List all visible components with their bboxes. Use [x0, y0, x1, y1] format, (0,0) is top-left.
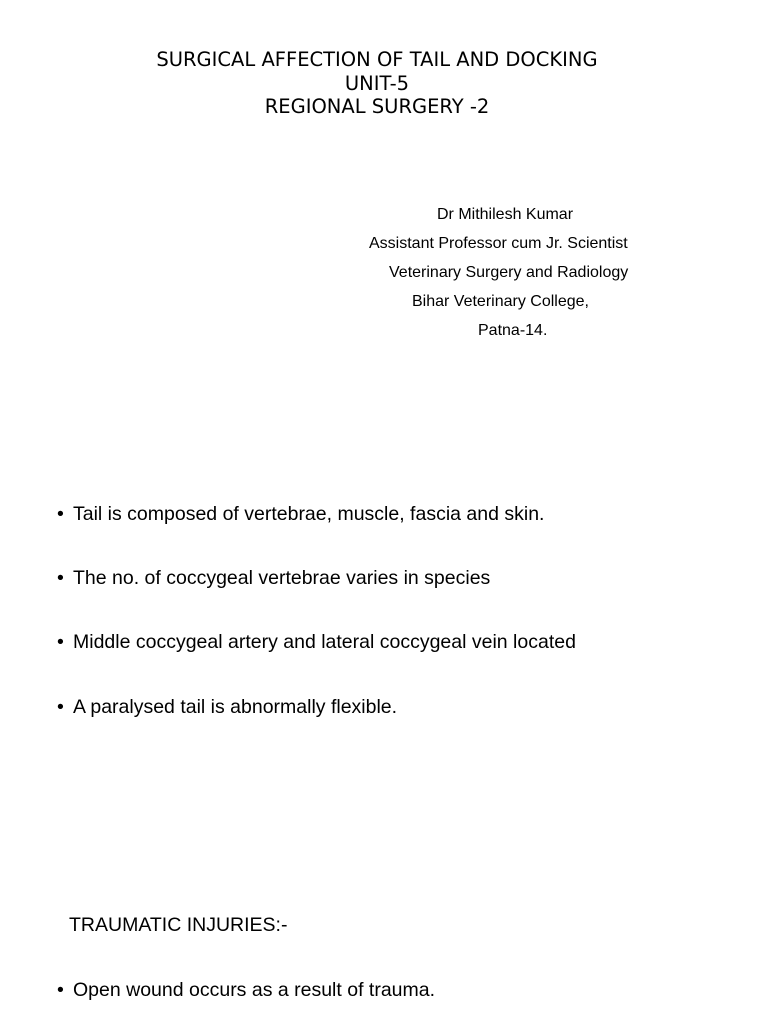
- author-department: Veterinary Surgery and Radiology: [389, 264, 629, 281]
- section-heading: TRAUMATIC INJURIES:-: [69, 914, 288, 936]
- title-line-2: UNIT-5: [344, 71, 410, 95]
- list-item-text: Tail is composed of vertebrae, muscle, fascia and skin.: [73, 503, 545, 525]
- bullet-icon: •: [57, 979, 64, 1001]
- list-item: [57, 695, 397, 719]
- bullet-icon: •: [57, 696, 64, 718]
- bullet-icon: •: [57, 567, 64, 589]
- title-line-1: SURGICAL AFFECTION OF TAIL AND DOCKING: [156, 48, 598, 71]
- list-item: [57, 502, 544, 526]
- list-item-text: Open wound occurs as a result of trauma.: [73, 979, 436, 1001]
- list-item-text: The no. of coccygeal vertebrae varies in species: [73, 567, 491, 589]
- list-item: [57, 566, 490, 590]
- list-item-text: A paralysed tail is abnormally flexible.: [73, 696, 398, 718]
- author-name: Dr Mithilesh Kumar: [437, 206, 574, 223]
- bullet-icon: •: [57, 631, 64, 653]
- title-line-3: REGIONAL SURGERY -2: [264, 95, 490, 118]
- document-title: [0, 48, 754, 119]
- author-city: Patna-14.: [478, 322, 548, 339]
- author-position: Assistant Professor cum Jr. Scientist: [369, 235, 628, 252]
- bullet-icon: •: [57, 503, 64, 525]
- list-item-text: Middle coccygeal artery and lateral coccygeal vein located: [73, 631, 576, 653]
- list-item: [57, 630, 576, 654]
- list-item: [57, 978, 435, 1002]
- author-college: Bihar Veterinary College,: [412, 293, 589, 310]
